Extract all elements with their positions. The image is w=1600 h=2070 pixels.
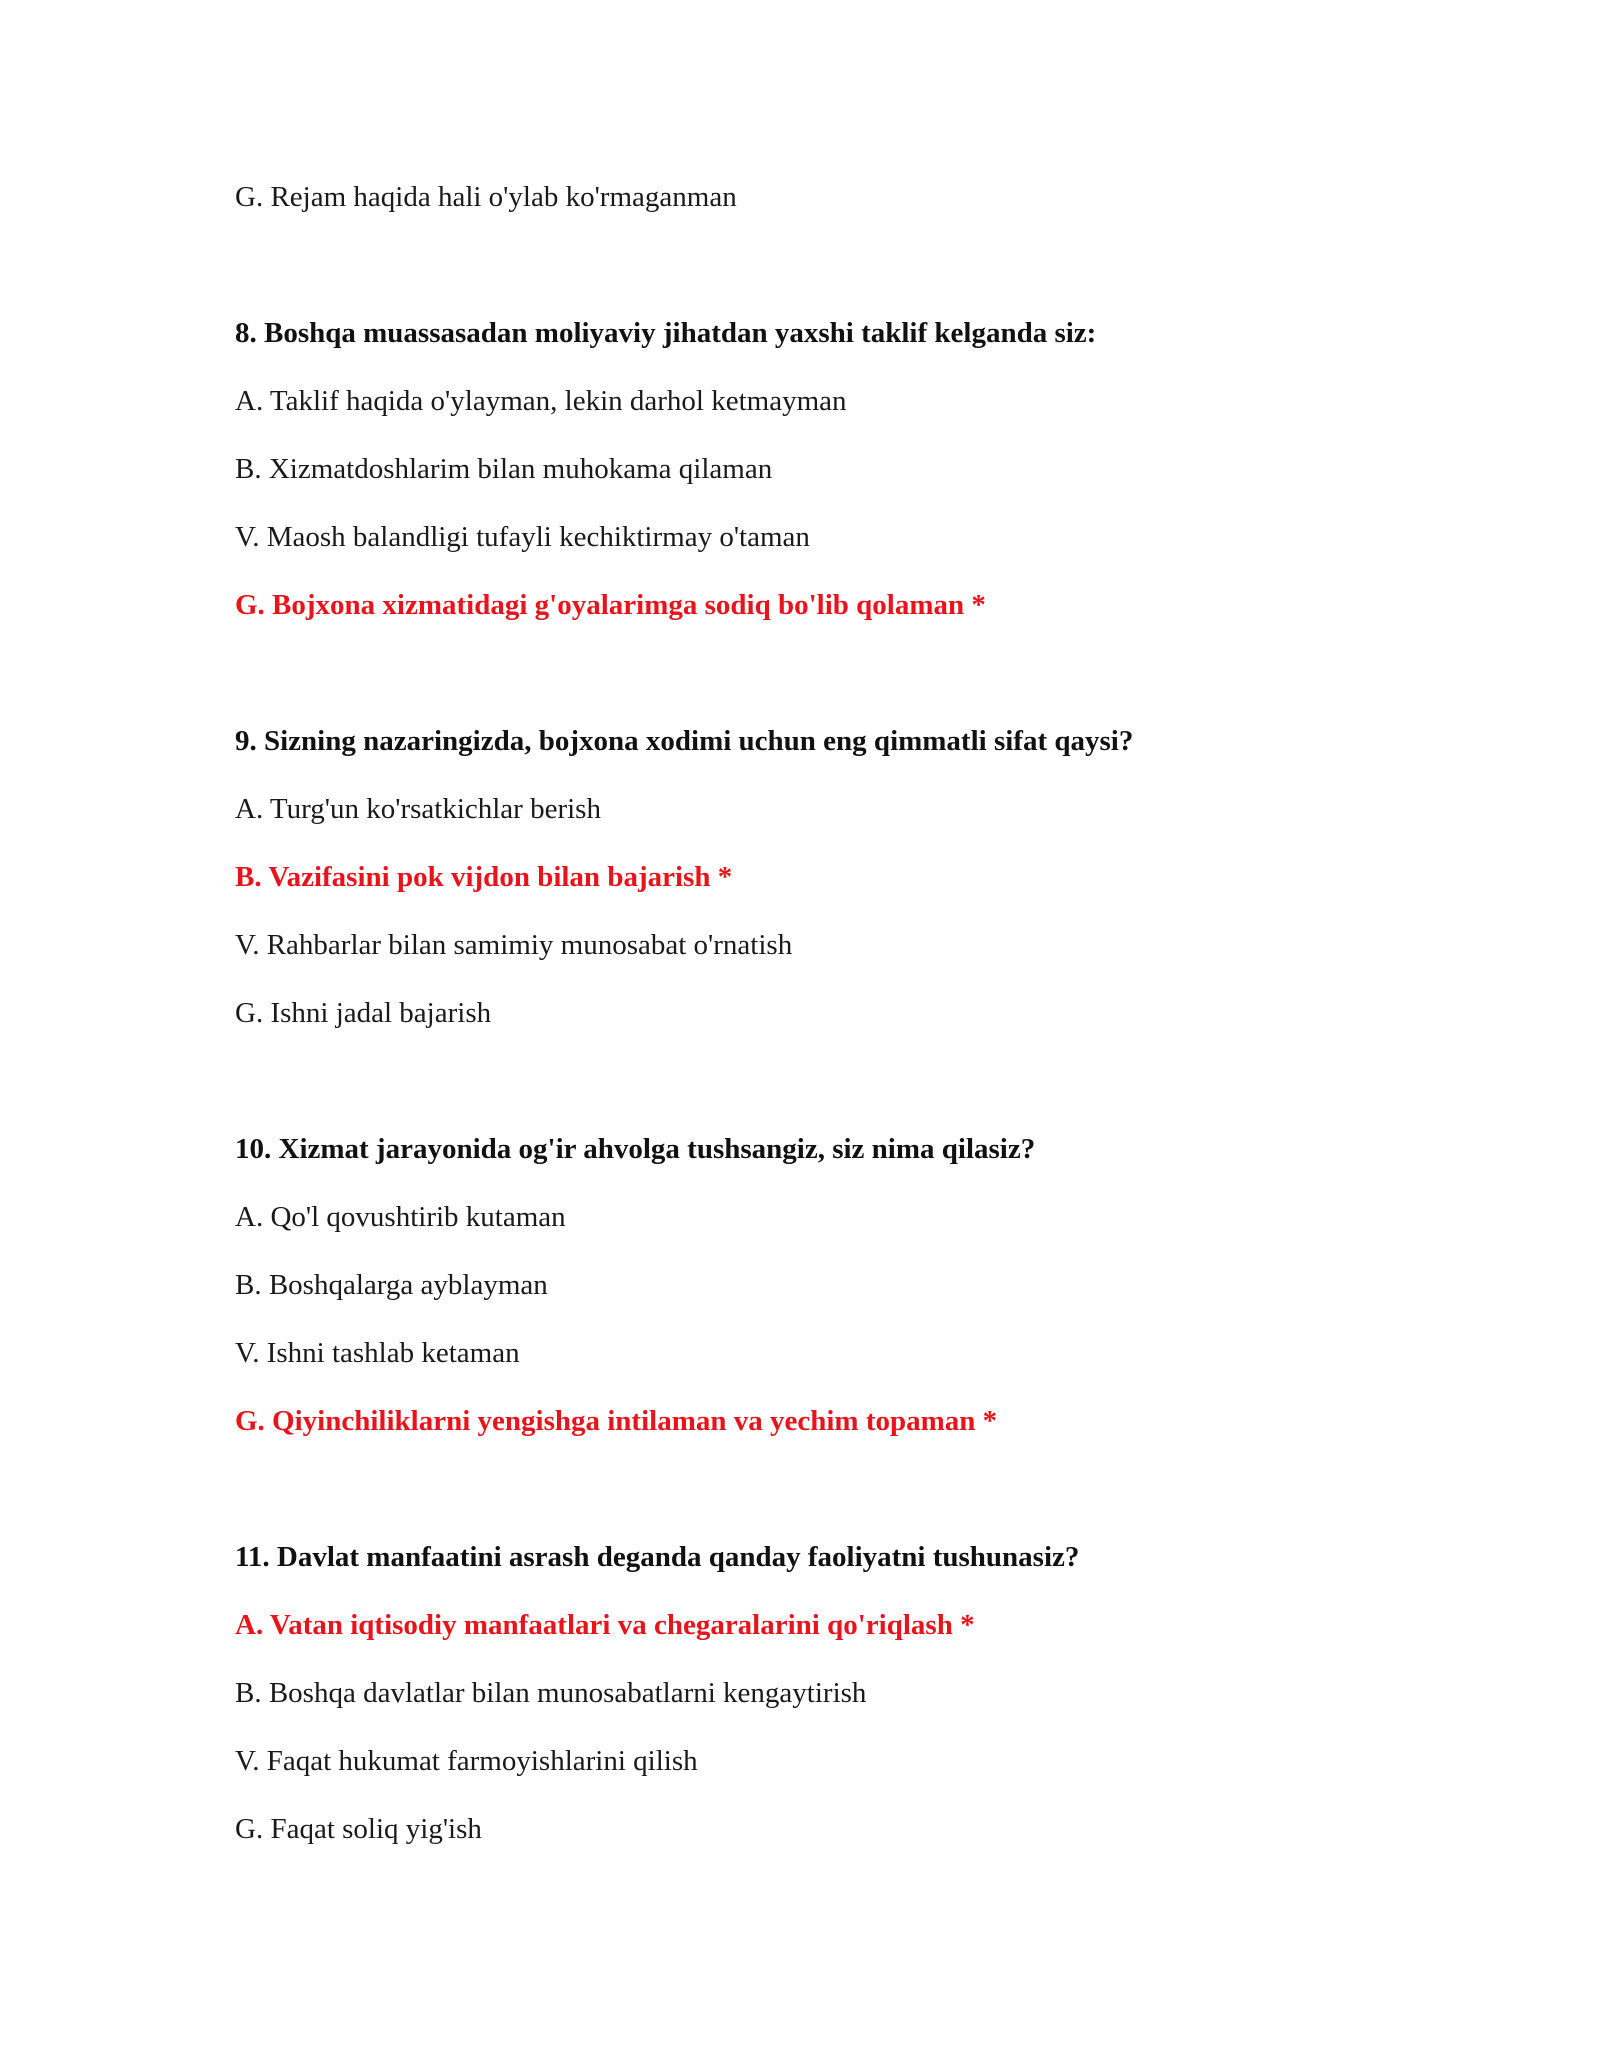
option-9-g: G. Ishni jadal bajarish (235, 997, 492, 1029)
option-9-b-correct: B. Vazifasini pok vijdon bilan bajarish * (235, 861, 733, 893)
document-page (235, 180, 1435, 1880)
option-11-g: G. Faqat soliq yig'ish (235, 1813, 482, 1845)
question-block-10 (235, 1132, 1435, 1438)
option-8-a: A. Taklif haqida o'ylayman, lekin darhol ketmayman (235, 385, 847, 417)
option-10-b: B. Boshqalarga ayblayman (235, 1269, 548, 1301)
question-11-text: 11. Davlat manfaatini asrash deganda qanday faoliyatni tushunasiz? (235, 1541, 1080, 1573)
option-11-b: B. Boshqa davlatlar bilan munosabatlarni kengaytirish (235, 1677, 867, 1709)
option-9-a: A. Turg'un ko'rsatkichlar berish (235, 793, 601, 825)
option-10-v: V. Ishni tashlab ketaman (235, 1337, 520, 1369)
option-7-g: G. Rejam haqida hali o'ylab ko'rmaganman (235, 181, 737, 213)
option-11-a-correct: A. Vatan iqtisodiy manfaatlari va chegaralarini qo'riqlash * (235, 1609, 975, 1641)
question-9-text: 9. Sizning nazaringizda, bojxona xodimi uchun eng qimmatli sifat qaysi? (235, 725, 1134, 757)
option-8-b: B. Xizmatdoshlarim bilan muhokama qilaman (235, 453, 773, 485)
option-10-a: A. Qo'l qovushtirib kutaman (235, 1201, 566, 1233)
question-8-text: 8. Boshqa muassasadan moliyaviy jihatdan yaxshi taklif kelganda siz: (235, 317, 1097, 349)
question-block-9 (235, 724, 1435, 1030)
option-10-g-correct: G. Qiyinchiliklarni yengishga intilaman va yechim topaman * (235, 1405, 998, 1437)
option-8-v: V. Maosh balandligi tufayli kechiktirmay o'taman (235, 521, 810, 553)
question-10-text: 10. Xizmat jarayonida og'ir ahvolga tushsangiz, siz nima qilasiz? (235, 1133, 1036, 1165)
question-block-8 (235, 316, 1435, 622)
option-11-v: V. Faqat hukumat farmoyishlarini qilish (235, 1745, 698, 1777)
option-8-g-correct: G. Bojxona xizmatidagi g'oyalarimga sodiq bo'lib qolaman * (235, 589, 986, 621)
option-9-v: V. Rahbarlar bilan samimiy munosabat o'rnatish (235, 929, 793, 961)
question-block-11 (235, 1540, 1435, 1846)
